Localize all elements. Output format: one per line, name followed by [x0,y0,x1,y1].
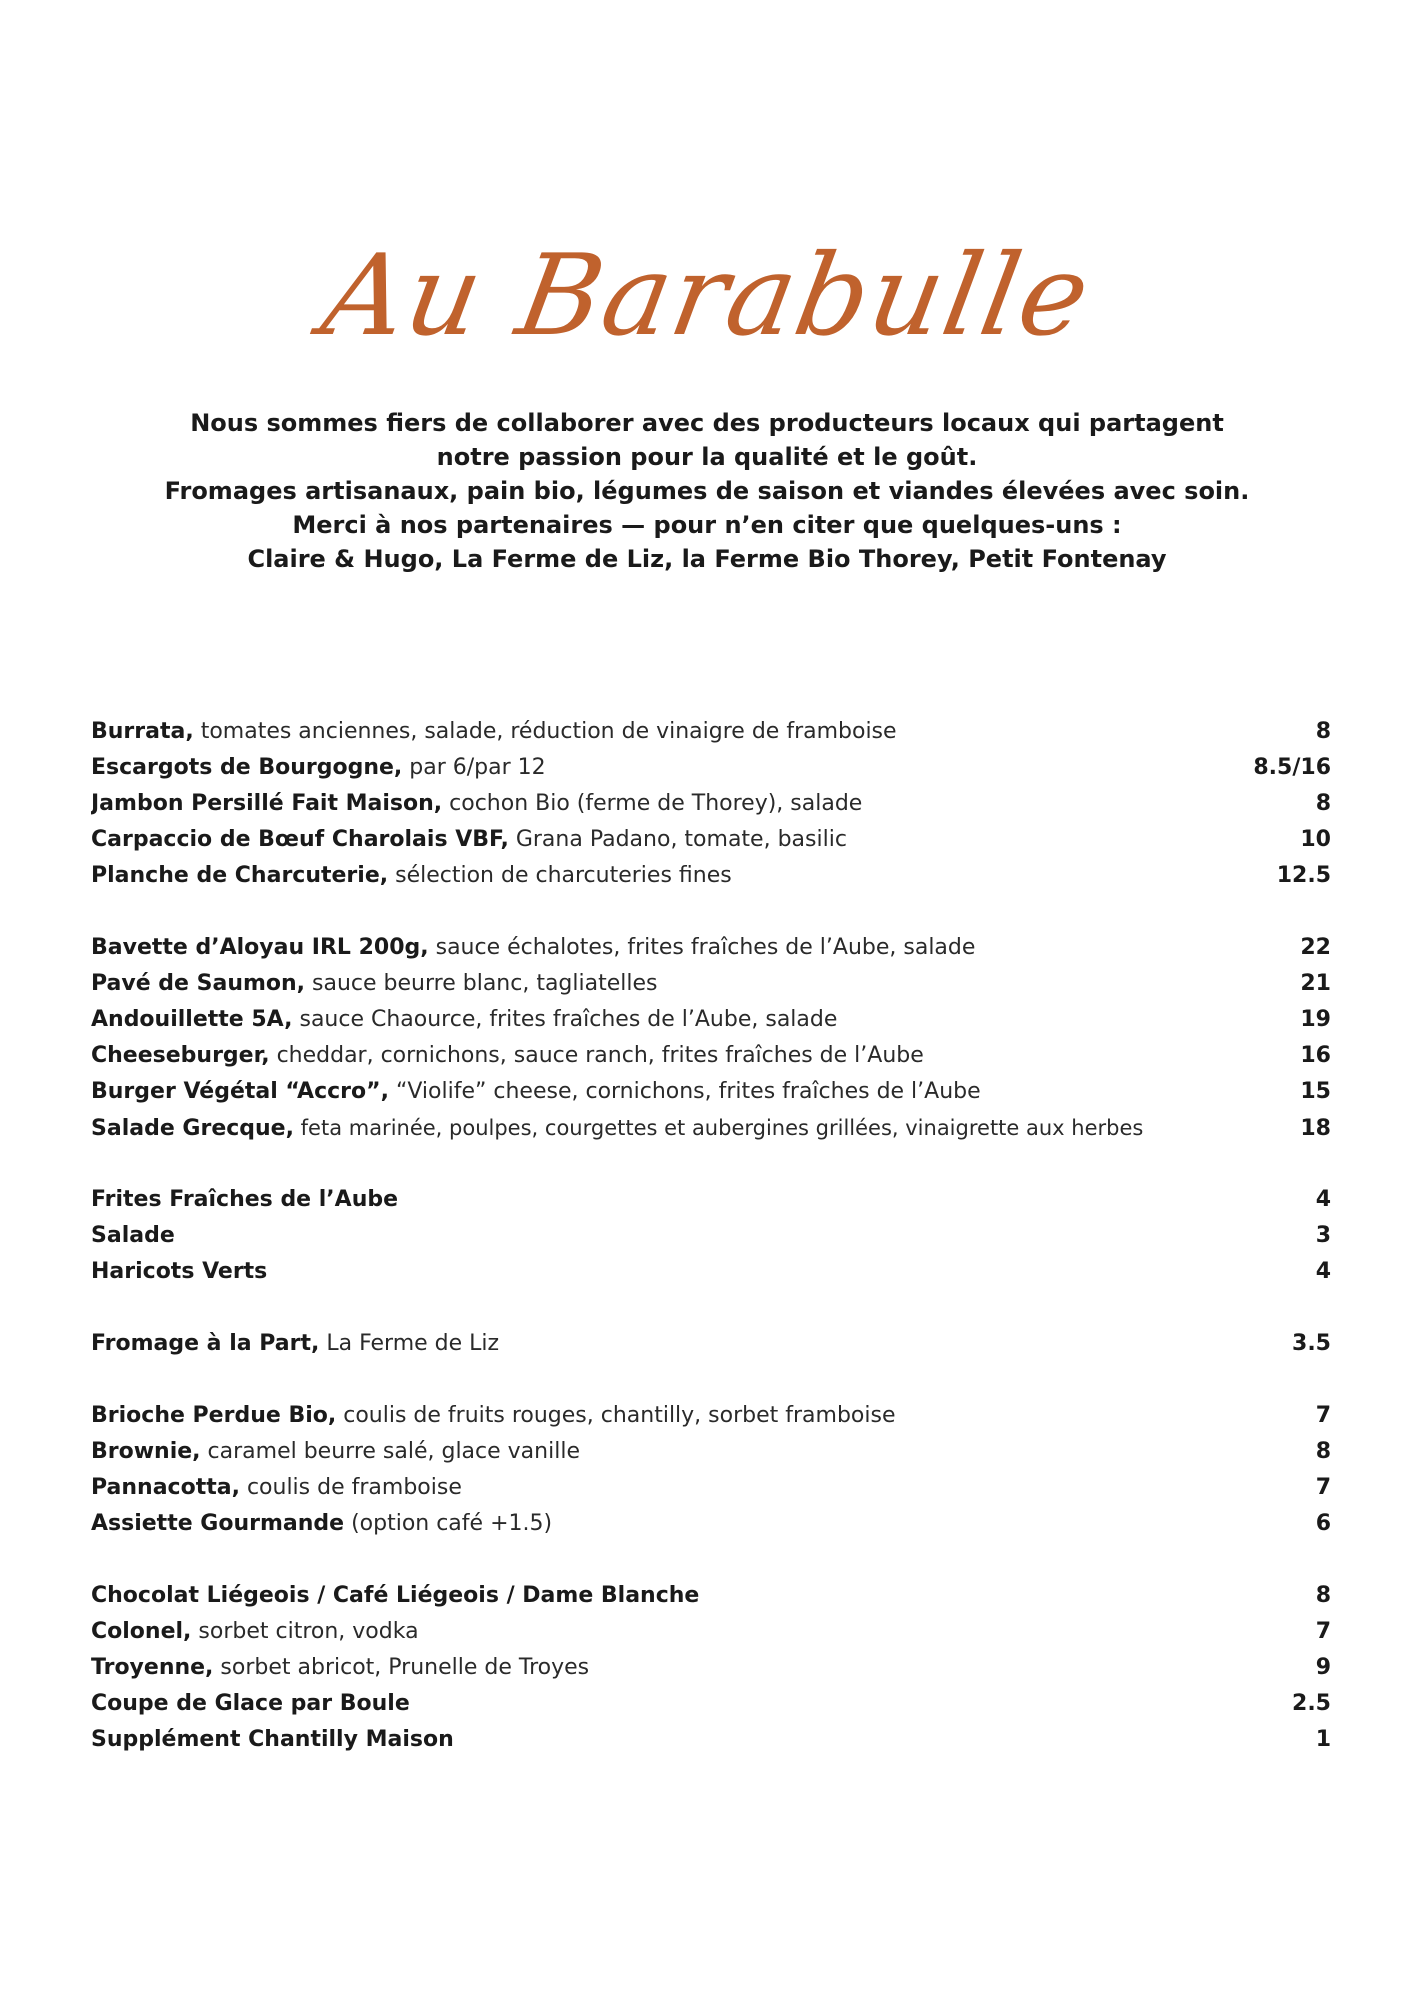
intro-line: notre passion pour la qualité et le goût. [436,443,978,471]
menu-item-name: Colonel, [91,1619,192,1644]
menu-item-description: par 6/par 12 [402,755,546,780]
menu-item [91,1002,1331,1038]
menu-item-text [91,1578,699,1614]
menu-item-name: Assiette Gourmande [91,1511,345,1536]
menu-item-description: Grana Padano, tomate, basilic [508,827,847,852]
menu-item-price: 8.5/16 [1253,755,1331,780]
menu-item-price: 21 [1300,971,1331,996]
menu-item-price: 15 [1300,1079,1331,1104]
menu-item-price: 7 [1315,1619,1331,1644]
menu-item-text [91,1038,924,1074]
intro-text [100,406,1314,576]
menu-item-price: 7 [1315,1403,1331,1428]
menu-item-price: 12.5 [1276,863,1331,888]
menu-item-price: 4 [1315,1259,1331,1284]
menu-item-price: 7 [1315,1475,1331,1500]
menu-item-text [91,1722,454,1758]
menu-item-name: Chocolat Liégeois / Café Liégeois / Dame Blanche [91,1583,700,1608]
menu-item-price: 4 [1315,1187,1331,1212]
menu-item-text [91,858,732,894]
menu-item-text [91,1506,552,1542]
menu-item-price: 8 [1315,791,1331,816]
menu-item-description: La Ferme de Liz [319,1331,500,1356]
menu-item [91,1218,1331,1254]
menu-item-name: Salade Grecque, [91,1116,294,1141]
intro-line: Claire & Hugo, La Ferme de Liz, la Ferme Bio Thorey, Petit Fontenay [247,545,1167,573]
menu-item [91,1398,1331,1434]
menu-item-name: Andouillette 5A, [91,1007,293,1032]
menu-item-description: “Violife” cheese, cornichons, frites fraîches de l’Aube [388,1079,981,1104]
menu-item-text [91,1182,398,1218]
menu-item-description: coulis de framboise [239,1475,462,1500]
menu-item-description: sauce échalotes, frites fraîches de l’Aube, salade [428,935,976,960]
menu-item-name: Supplément Chantilly Maison [91,1727,454,1752]
menu-item-text [91,966,658,1002]
menu-item [91,930,1331,966]
menu-item-name: Coupe de Glace par Boule [91,1691,410,1716]
menu-item-price: 22 [1300,935,1331,960]
menu-item-text [91,1218,175,1254]
menu-item-text [91,1398,896,1434]
menu-item-price: 8 [1315,719,1331,744]
menu-item-price: 8 [1315,1583,1331,1608]
menu-item [91,1254,1331,1290]
menu-item-text [91,1254,267,1290]
menu-item-name: Jambon Persillé Fait Maison, [91,791,443,816]
intro-line: Fromages artisanaux, pain bio, légumes de saison et viandes élevées avec soin. [164,477,1250,505]
menu-item-name: Pannacotta, [91,1475,240,1500]
menu-item-description: coulis de fruits rouges, chantilly, sorbet framboise [336,1403,896,1428]
menu-item-price: 8 [1315,1439,1331,1464]
menu-item-name: Troyenne, [91,1655,214,1680]
restaurant-logo: Au Barabulle [313,231,1101,361]
menu-item-description: sauce beurre blanc, tagliatelles [305,971,658,996]
menu-item-text [91,1434,580,1470]
menu-item [91,858,1331,894]
menu-section [91,1326,1331,1362]
menu-item-price: 19 [1300,1007,1331,1032]
menu-item-price: 16 [1300,1043,1331,1068]
menu-item [91,1650,1331,1686]
menu-section [91,1578,1331,1758]
menu-item-name: Pavé de Saumon, [91,971,306,996]
menu-item-name: Carpaccio de Bœuf Charolais VBF, [91,827,509,852]
menu-list [91,714,1331,1794]
menu-section [91,1182,1331,1290]
menu-item-text [91,1074,981,1110]
menu-item [91,822,1331,858]
menu-item-description: sorbet citron, vodka [191,1619,419,1644]
menu-item-description: sorbet abricot, Prunelle de Troyes [213,1655,590,1680]
menu-item [91,1722,1331,1758]
menu-section [91,1398,1331,1542]
menu-item-text [91,750,546,786]
menu-item-price: 6 [1315,1511,1331,1536]
menu-item-text [91,1470,462,1506]
menu-item [91,750,1331,786]
menu-item [91,1326,1331,1362]
menu-item-price: 2.5 [1292,1691,1331,1716]
menu-item-name: Salade [91,1223,175,1248]
menu-item-description: tomates anciennes, salade, réduction de vinaigre de framboise [193,719,897,744]
menu-item [91,1470,1331,1506]
menu-item-price: 3.5 [1292,1331,1331,1356]
menu-item-description: cheddar, cornichons, sauce ranch, frites fraîches de l’Aube [269,1043,924,1068]
menu-item-name: Escargots de Bourgogne, [91,755,403,780]
menu-item-price: 18 [1300,1116,1331,1141]
menu-item-price: 9 [1315,1655,1331,1680]
menu-item [91,966,1331,1002]
menu-item-price: 1 [1315,1727,1331,1752]
menu-item [91,1110,1331,1146]
menu-item-price: 10 [1300,827,1331,852]
menu-item [91,1614,1331,1650]
menu-item-text [91,714,897,750]
menu-item-name: Brownie, [91,1439,201,1464]
menu-item-text [91,1614,419,1650]
menu-item-description: caramel beurre salé, glace vanille [200,1439,580,1464]
menu-item-name: Cheeseburger, [91,1043,270,1068]
menu-item-text [91,1326,499,1362]
menu-item-description: (option café +1.5) [344,1511,553,1536]
menu-item-text [91,930,975,966]
menu-item-text [91,1110,1143,1147]
menu-item [91,1074,1331,1110]
menu-item-text [91,822,847,858]
menu-item-description: cochon Bio (ferme de Thorey), salade [442,791,863,816]
menu-item-name: Burger Végétal “Accro”, [91,1079,389,1104]
menu-item-description: sélection de charcuteries fines [388,863,732,888]
menu-item [91,786,1331,822]
intro-line: Nous sommes fiers de collaborer avec des producteurs locaux qui partagent [190,409,1224,437]
menu-item-name: Burrata, [91,719,194,744]
menu-item [91,1578,1331,1614]
menu-item-text [91,1002,837,1038]
menu-section [91,930,1331,1146]
menu-item-name: Frites Fraîches de l’Aube [91,1187,399,1212]
menu-item [91,714,1331,750]
menu-item [91,1686,1331,1722]
menu-item-text [91,1650,589,1686]
menu-item-name: Fromage à la Part, [91,1331,320,1356]
menu-item [91,1434,1331,1470]
menu-item-description: sauce Chaource, frites fraîches de l’Aube, salade [292,1007,838,1032]
menu-item [91,1506,1331,1542]
menu-item-name: Planche de Charcuterie, [91,863,389,888]
menu-item-name: Brioche Perdue Bio, [91,1403,337,1428]
menu-section [91,714,1331,894]
menu-item [91,1038,1331,1074]
menu-item [91,1182,1331,1218]
menu-item-name: Haricots Verts [91,1259,268,1284]
menu-item-text [91,786,862,822]
menu-item-text [91,1686,410,1722]
menu-item-description: feta marinée, poulpes, courgettes et aubergines grillées, vinaigrette aux herbes [293,1116,1144,1140]
intro-line: Merci à nos partenaires — pour n’en citer que quelques-uns : [292,511,1122,539]
menu-item-price: 3 [1315,1223,1331,1248]
menu-item-name: Bavette d’Aloyau IRL 200g, [91,935,429,960]
